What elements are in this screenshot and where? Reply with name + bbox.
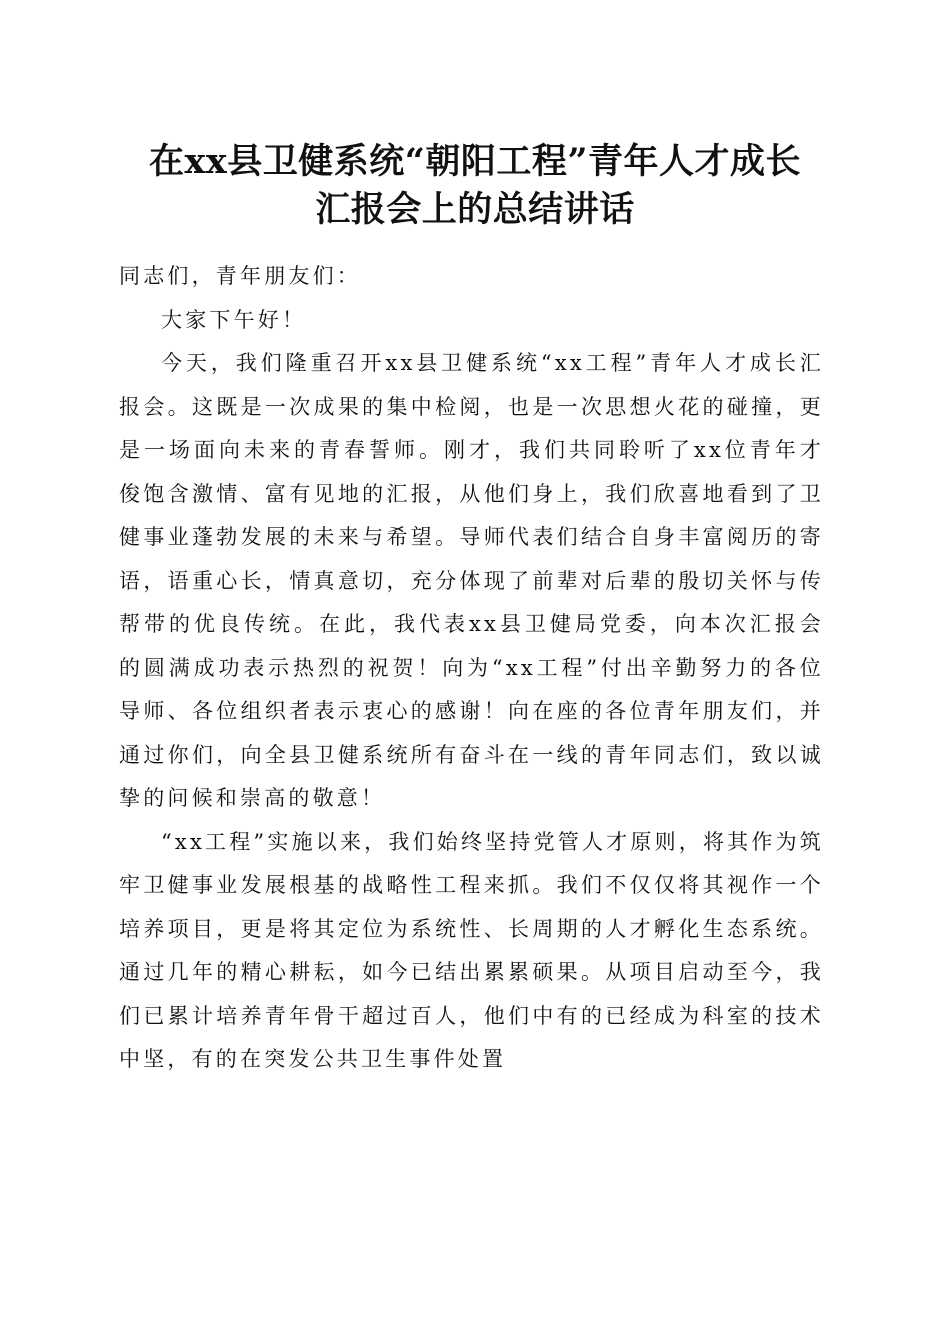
title-line-1: 在xx县卫健系统“朝阳工程”青年人才成长 bbox=[149, 141, 801, 182]
document-body bbox=[119, 255, 824, 1082]
paragraph: 今天，我们隆重召开xx县卫健系统“xx工程”青年人才成长汇报会。这既是一次成果的集中检阅，也是一次思想火花的碰撞，更是一场面向未来的青春誓师。刚才，我们共同聆听了xx位青年才俊饱含激情、富有见地的汇报，从他们身上，我们欣喜地看到了卫健事业蓬勃发展的未来与希望。导师代表们结合自身丰富阅历的寄语，语重心长，情真意切，充分体现了前辈对后辈的殷切关怀与传帮带的优良传统。在此，我代表xx县卫健局党委，向本次汇报会的圆满成功表示热烈的祝贺！向为“xx工程”付出辛勤努力的各位导师、各位组织者表示衷心的感谢！向在座的各位青年朋友们，并通过你们，向全县卫健系统所有奋斗在一线的青年同志们，致以诚挚的问候和崇高的敬意！ bbox=[119, 351, 824, 810]
salutation: 同志们，青年朋友们： bbox=[119, 264, 361, 288]
greeting: 大家下午好！ bbox=[161, 307, 307, 332]
paragraph: “xx工程”实施以来，我们始终坚持党管人才原则，将其作为筑牢卫健事业发展根基的战略性工程来抓。我们不仅仅将其视作一个培养项目，更是将其定位为系统性、长周期的人才孵化生态系统。通过几年的精心耕耘，如今已结出累累硕果。从项目启动至今，我们已累计培养青年骨干超过百人，他们中有的已经成为科室的技术中坚，有的在突发公共卫生事件处置 bbox=[119, 829, 824, 1071]
title-line-2: 汇报会上的总结讲话 bbox=[315, 189, 635, 230]
document-title bbox=[100, 138, 850, 234]
